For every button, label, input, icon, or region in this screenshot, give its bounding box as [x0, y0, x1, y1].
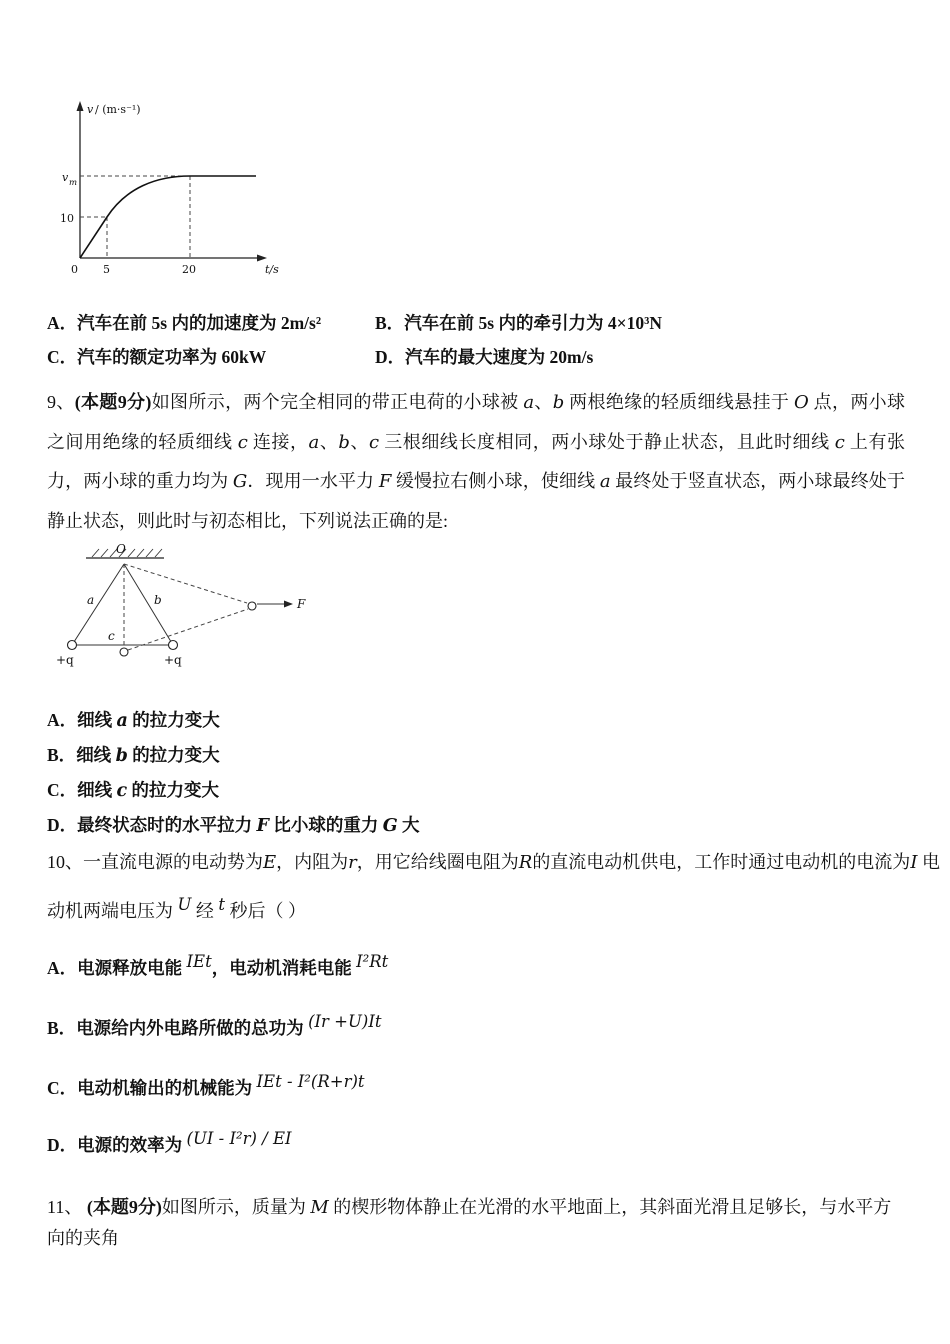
label-plus-q-right: +q — [164, 653, 182, 667]
q8-option-a-text: 汽车在前 5s 内的加速度为 2m/s² — [77, 313, 322, 333]
vm-subscript: m — [69, 178, 78, 188]
q10-option-d: D．电源的效率为 (UI - I²r) / EI — [47, 1129, 292, 1155]
final-left-ball — [120, 648, 128, 656]
tick-10: 10 — [60, 212, 74, 225]
tick-20: 20 — [182, 263, 196, 276]
q8-option-d-text: 汽车的最大速度为 20m/s — [405, 347, 594, 367]
label-b: b — [154, 593, 162, 607]
label-F: F — [297, 597, 306, 611]
xlabel: t/s — [265, 263, 279, 276]
label-plus-q-left: +q — [56, 653, 74, 667]
q10-stem-line1: 10、一直流电源的电动势为E，内阻为r，用它给线圈电阻为R的直流电动机供电，工作时通过电动机的电流为I 电 — [47, 852, 940, 873]
q10-option-a: A．电源释放电能 IEt，电动机消耗电能 I²Rt — [47, 952, 389, 978]
tick-5: 5 — [103, 263, 110, 276]
q8-option-a-label: A． — [47, 313, 78, 333]
q9-option-a: A．细线 a 的拉力变大 — [47, 710, 220, 731]
ceiling-hatch — [92, 549, 162, 557]
x-axis-arrow — [257, 255, 267, 262]
tick-0: 0 — [71, 263, 78, 276]
q9-diagram-svg — [52, 542, 312, 684]
q9-option-b: B．细线 b 的拉力变大 — [47, 745, 220, 766]
thread-c-final-dashed — [128, 609, 248, 650]
y-axis-arrow — [77, 101, 84, 111]
q8-option-b — [375, 310, 662, 336]
q10-option-c: C．电动机输出的机械能为 IEt - I²(R+r)t — [47, 1072, 365, 1098]
vm-label: v — [62, 171, 69, 184]
q8-option-a — [47, 310, 321, 336]
right-ball — [169, 641, 178, 650]
label-O: O — [116, 542, 126, 556]
q9-stem: 9、(本题9分)如图所示，两个完全相同的带正电荷的小球被 a、b 两根绝缘的轻质细线悬挂于 O 点，两小球之间用绝缘的轻质细线 c 连接，a、b、c 三根细线长度相同，两小球处于静止状态，且此时细线 c 上有张力，两小球的重力均为 G．现用一水平力 F 缓慢拉右侧小球，使细线 a 最终处于竖直状态，两小球最终处于静止状态，则此时与初态相比，下列说法正确的是: — [47, 392, 906, 531]
q8-option-d — [375, 344, 593, 370]
q8-option-c-label: C． — [47, 347, 78, 367]
thread-b-final-dashed — [124, 564, 247, 603]
ylabel-v: v — [87, 103, 94, 116]
thread-b-line — [124, 564, 173, 645]
label-a: a — [87, 593, 95, 607]
q8-option-c — [47, 344, 266, 370]
q10-stem-line2: 动机两端电压为 U 经 t 秒后（ ） — [47, 895, 307, 921]
q10-option-b: B．电源给内外电路所做的总功为 (Ir +U)It — [47, 1012, 382, 1038]
velocity-curve — [80, 176, 256, 258]
q8-option-c-text: 汽车的额定功率为 60kW — [77, 347, 267, 367]
q11-stem: 11、 (本题9分)如图所示，质量为 M 的楔形物体静止在光滑的水平地面上，其斜面光滑且足够长，与水平方向的夹角 — [47, 1197, 892, 1248]
q8-velocity-time-graph — [58, 96, 288, 296]
q9-diagram — [52, 542, 312, 689]
left-ball — [68, 641, 77, 650]
q9-option-d: D．最终状态时的水平拉力 F 比小球的重力 G 大 — [47, 815, 420, 836]
q8-option-b-text: 汽车在前 5s 内的牵引力为 4×10³N — [404, 313, 662, 333]
q8-option-d-label: D． — [375, 347, 406, 367]
velocity-time-graph-svg — [58, 96, 288, 291]
q9-option-c: C．细线 c 的拉力变大 — [47, 780, 220, 801]
label-c: c — [108, 629, 115, 643]
ylabel-unit: / (m·s⁻¹) — [95, 103, 141, 116]
q8-option-b-label: B． — [375, 313, 405, 333]
force-arrow-head — [284, 601, 293, 608]
thread-a-line — [72, 564, 124, 645]
final-right-ball — [248, 602, 256, 610]
